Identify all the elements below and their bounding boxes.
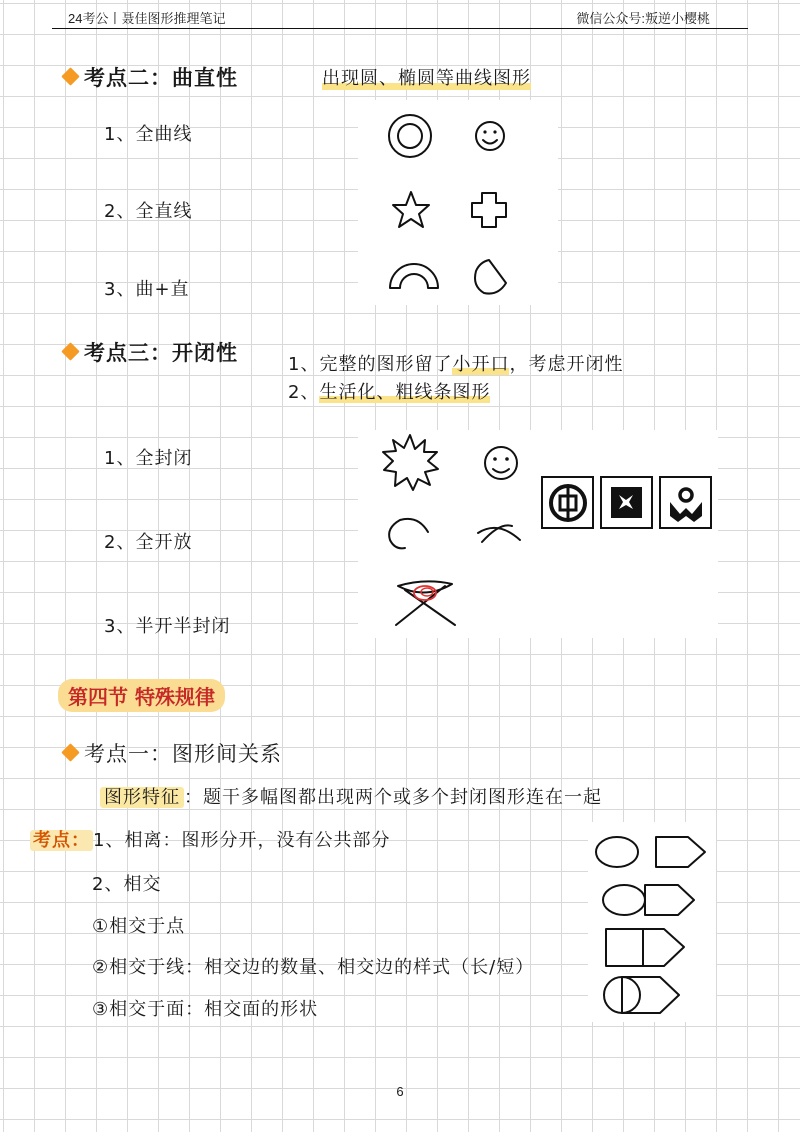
curvature-title: 考点二：曲直性 [84, 66, 238, 90]
header-title: 24考公丨聂佳图形推理笔记 [68, 11, 226, 26]
openness-item-2: 2、全开放 [104, 532, 193, 553]
relations-title: 考点一：图形间关系 [84, 742, 282, 766]
openness-note-2: 2、生活化、粗线条图形 [288, 382, 491, 403]
relations-item-3: ②相交于线：相交边的数量、相交边的样式（长/短） [92, 957, 535, 978]
intersect-face-icon [604, 977, 679, 1013]
relations-feature: 图形特征 ：题干多幅图都出现两个或多个封闭图形连在一起 [100, 783, 602, 809]
header-wechat: 微信公众号:叛逆小樱桃 [576, 11, 710, 26]
separate-shapes-icon [596, 837, 705, 867]
openness-item-3: 3、半开半封闭 [104, 616, 231, 637]
relations-key: 考点： 1、相离：图形分开，没有公共部分 [30, 826, 390, 852]
curvature-note: 出现圆、椭圆等曲线图形 [322, 64, 531, 90]
feature-label: 图形特征 [100, 787, 184, 808]
curvature-item-2: 2、全直线 [104, 201, 193, 222]
relations-item-4: ③相交于面：相交面的形状 [92, 999, 319, 1020]
section-4-title: 第四节 特殊规律 [58, 679, 225, 712]
intersect-point-icon [603, 885, 694, 915]
key-label: 考点： [30, 830, 93, 851]
relations-item-2: ①相交于点 [92, 916, 186, 937]
openness-item-1: 1、全封闭 [104, 448, 193, 469]
intersect-line-icon [606, 929, 684, 966]
curvature-item-1: 1、全曲线 [104, 124, 193, 145]
relations-item-1: 2、相交 [92, 874, 162, 895]
openness-note-1: 1、完整的图形留了小开口，考虑开闭性 [288, 354, 624, 375]
page-number: 6 [396, 1084, 404, 1099]
openness-title: 考点三：开闭性 [84, 341, 238, 365]
curvature-item-3: 3、曲+直 [104, 279, 190, 300]
